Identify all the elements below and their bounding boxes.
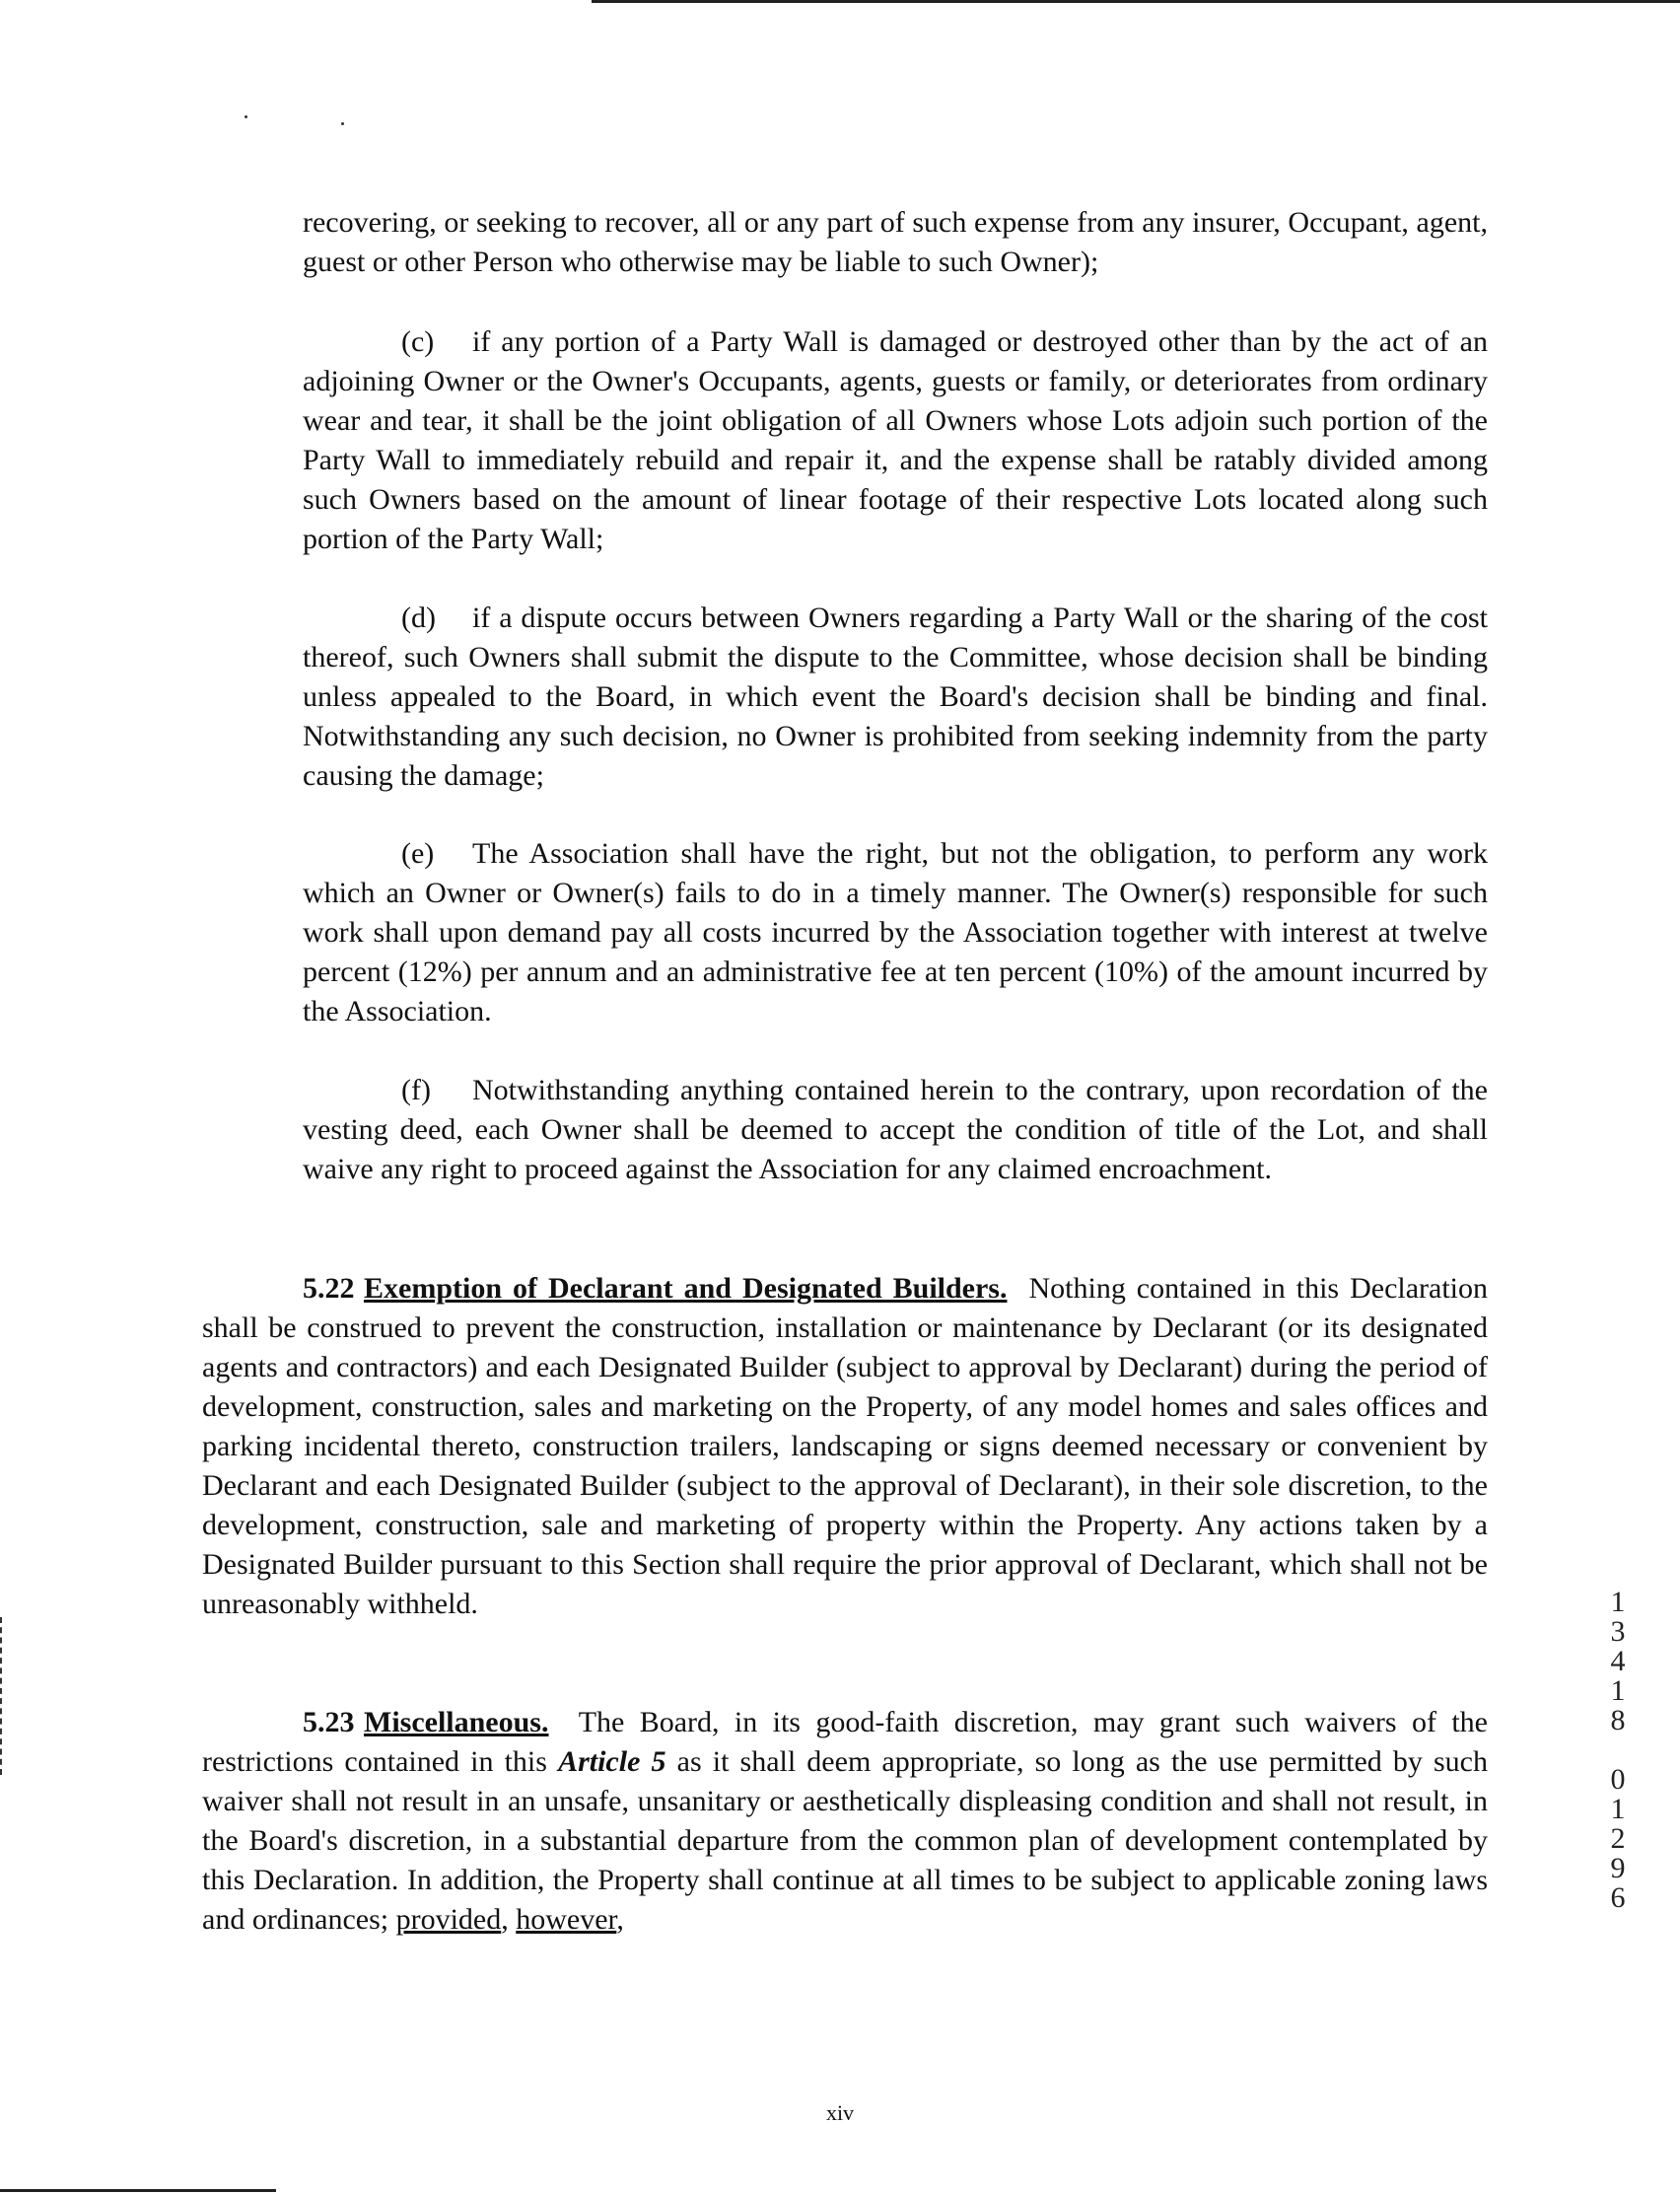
paragraph-d xyxy=(303,599,1488,796)
scan-edge-top xyxy=(592,0,1680,3)
paragraph-b-continuation: recovering, or seeking to recover, all or any part of such expense from any insurer, Occupant, agent, guest or other Person who otherwise may be liable to such Owner); xyxy=(303,206,1488,278)
paragraph-f-label: (f) xyxy=(401,1074,431,1106)
recording-stamp: 1 3 4 1 8 0 1 2 9 6 xyxy=(1610,1586,1626,1914)
scan-speck xyxy=(341,122,344,125)
paragraph-c-text: if any portion of a Party Wall is damaged or destroyed other than by the act of an adjoining Owner or the Owner's Occupants, agents, guests or family, or deteriorates from ordinary wear and tear, it shall be the joint obligation of all Owners whose Lots adjoin such portion of the Party Wall to immediately rebuild and repair it, and the expense shall be ratably divided among such Owners based on the amount of linear footage of their respective Lots located along such portion of the Party Wall; xyxy=(303,325,1488,555)
paragraph-c xyxy=(303,322,1488,559)
page-number: xiv xyxy=(825,2100,855,2125)
article-5-reference: Article 5 xyxy=(558,1745,666,1778)
paragraph-e-label: (e) xyxy=(401,837,435,870)
paragraph-f-text: Notwithstanding anything contained herein to the contrary, upon recordation of the vesting deed, each Owner shall be deemed to accept the condition of title of the Lot, and shall waive any right to proceed against the Association for any claimed encroachment. xyxy=(303,1074,1488,1185)
scan-edge-bottom xyxy=(0,2189,276,2192)
section-5-22-text: Nothing contained in this Declaration shall be construed to prevent the construction, installation or maintenance by Declarant (or its designated agents and contractors) and each Designated Builder (subject to approval by Declarant) during the period of development, construction, sales and marketing on the Property, of any model homes and sales offices and parking incidental thereto, construction trailers, landscaping or signs deemed necessary or convenient by Declarant and each Designated Builder (subject to the approval of Declarant), in their sole discretion, to the development, construction, sale and marketing of property within the Property. Any actions taken by a Designated Builder pursuant to this Section shall require the prior approval of Declarant, which shall not be unreasonably withheld. xyxy=(202,1272,1489,1620)
section-5-23: 5.23 Miscellaneous. The Board, in its good-faith discretion, may grant such waivers of the restrictions contained in this Article 5 as it shall deem appropriate, so long as the use permitted by such waiver shall not result in an unsafe, unsanitary or aesthetically displeasing condition and shall not result, in the Board's discretion, in a substantial departure from the common plan of development contemplated by this Declaration. In addition, the Property shall continue at all times to be subject to applicable zoning laws and ordinances; provided, however, xyxy=(202,1703,1488,1940)
however-term: however xyxy=(516,1903,617,1936)
section-5-23-number: 5.23 xyxy=(303,1706,355,1738)
paragraph-f xyxy=(303,1071,1488,1189)
scan-edge-left xyxy=(0,1617,5,1775)
paragraph-d-text: if a dispute occurs between Owners regarding a Party Wall or the sharing of the cost thereof, such Owners shall submit the dispute to the Committee, whose decision shall be binding unless appealed to the Board, in which event the Board's decision shall be binding and final. Notwithstanding any such decision, no Owner is prohibited from seeking indemnity from the party causing the damage; xyxy=(303,602,1488,792)
section-5-23-title: Miscellaneous. xyxy=(364,1706,549,1738)
section-5-22-title: Exemption of Declarant and Designated Builders. xyxy=(364,1272,1008,1305)
paragraph-e-text: The Association shall have the right, but not the obligation, to perform any work which an Owner or Owner(s) fails to do in a timely manner. The Owner(s) responsible for such work shall upon demand pay all costs incurred by the Association together with interest at twelve percent (12%) per annum and an administrative fee at ten percent (10%) of the amount incurred by the Association. xyxy=(303,837,1488,1027)
section-5-22 xyxy=(202,1269,1488,1624)
provided-term: provided xyxy=(395,1903,502,1936)
section-5-23-text-2: as it shall deem appropriate, so long as the use permitted by such waiver shall not result in an unsafe, unsanitary or aesthetically displeasing condition and shall not result, in the Board's discretion, in a substantial departure from the common plan of development contemplated by this Declaration. In addition, the Property shall continue at all times to be subject to applicable zoning laws and ordinances; xyxy=(202,1745,1489,1936)
paragraph-c-label: (c) xyxy=(401,325,435,358)
section-5-22-number: 5.22 xyxy=(303,1272,355,1305)
paragraph-d-label: (d) xyxy=(401,602,436,634)
scan-speck xyxy=(245,115,247,118)
section-5-23-text-1: The Board, in its good-faith discretion, may grant such waivers of the restrictions contained in this xyxy=(202,1706,1488,1778)
paragraph-e xyxy=(303,834,1488,1031)
